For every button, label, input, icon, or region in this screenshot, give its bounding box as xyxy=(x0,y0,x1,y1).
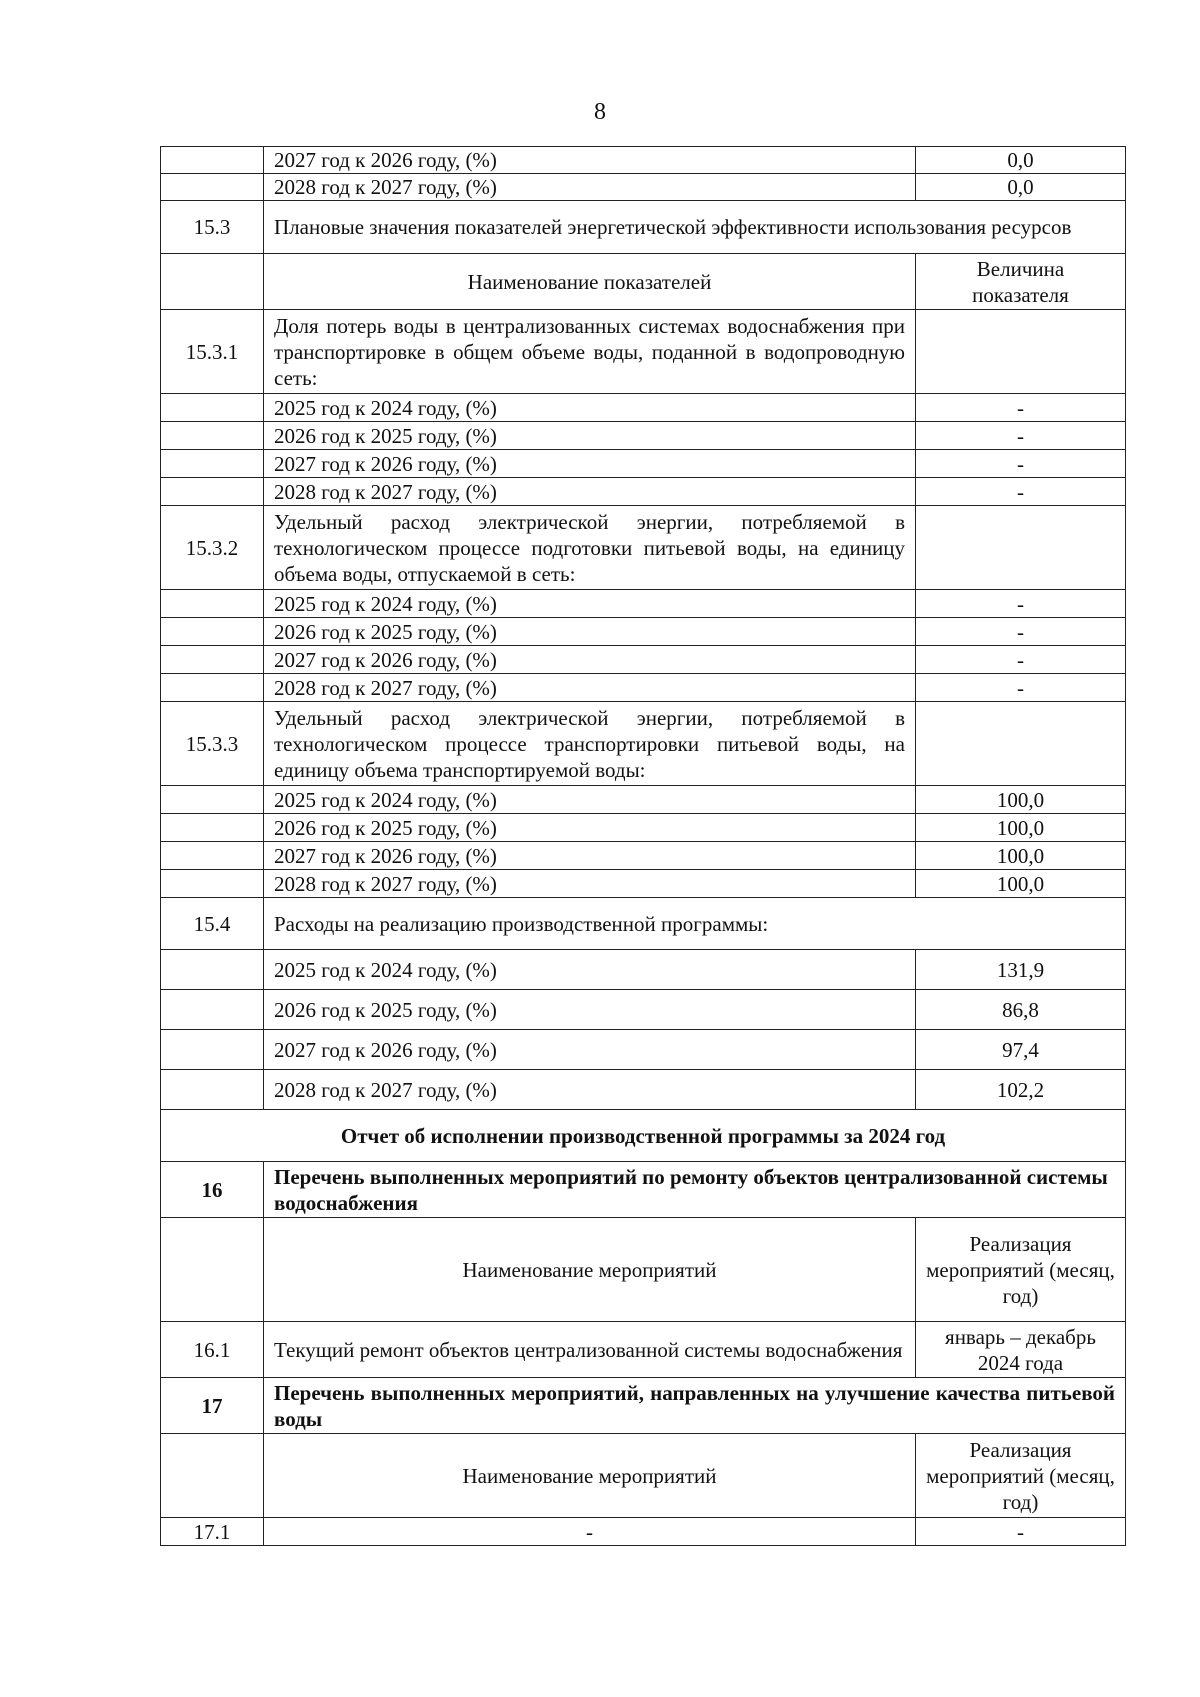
column-header-value: Величина показателя xyxy=(916,254,1126,310)
table-row xyxy=(161,1070,1126,1110)
row-value xyxy=(916,506,1126,590)
table-row xyxy=(161,674,1126,702)
row-value xyxy=(916,702,1126,786)
table-header-row xyxy=(161,1434,1126,1518)
row-number xyxy=(161,254,264,310)
table-row xyxy=(161,990,1126,1030)
row-number: 16.1 xyxy=(161,1322,264,1378)
column-header-value: Реализация мероприятий (месяц, год) xyxy=(916,1434,1126,1518)
row-label: 2027 год к 2026 году, (%) xyxy=(264,646,916,674)
row-value: - xyxy=(916,422,1126,450)
row-number: 15.3.1 xyxy=(161,310,264,394)
row-number xyxy=(161,1070,264,1110)
row-number: 15.3.3 xyxy=(161,702,264,786)
table-row-indicator xyxy=(161,310,1126,394)
row-value: 86,8 xyxy=(916,990,1126,1030)
row-value: - xyxy=(916,590,1126,618)
row-label: 2027 год к 2026 году, (%) xyxy=(264,1030,916,1070)
row-label: 2025 год к 2024 году, (%) xyxy=(264,394,916,422)
row-label: 2028 год к 2027 году, (%) xyxy=(264,1070,916,1110)
row-label: 2026 год к 2025 году, (%) xyxy=(264,990,916,1030)
row-number xyxy=(161,990,264,1030)
row-value xyxy=(916,310,1126,394)
row-number xyxy=(161,1030,264,1070)
row-number xyxy=(161,394,264,422)
row-value: - xyxy=(916,646,1126,674)
row-label: 2028 год к 2027 году, (%) xyxy=(264,174,916,201)
table-row xyxy=(161,478,1126,506)
row-label: 2027 год к 2026 году, (%) xyxy=(264,842,916,870)
row-value: 0,0 xyxy=(916,147,1126,174)
row-label: Удельный расход электрической энергии, потребляемой в технологическом процессе подготовки питьевой воды, на единицу объема воды, отпускаемой в сеть: xyxy=(264,506,916,590)
row-label: 2028 год к 2027 году, (%) xyxy=(264,870,916,898)
report-title-row xyxy=(161,1110,1126,1162)
table-row-indicator xyxy=(161,702,1126,786)
table-row xyxy=(161,814,1126,842)
row-label: 2027 год к 2026 году, (%) xyxy=(264,450,916,478)
section-title: Расходы на реализацию производственной программы: xyxy=(264,898,1126,950)
table-row-section xyxy=(161,898,1126,950)
row-value: 102,2 xyxy=(916,1070,1126,1110)
table-row xyxy=(161,618,1126,646)
row-number xyxy=(161,1434,264,1518)
table-row xyxy=(161,842,1126,870)
row-label: 2028 год к 2027 году, (%) xyxy=(264,478,916,506)
table-row xyxy=(161,1518,1126,1546)
row-value: - xyxy=(916,450,1126,478)
row-number xyxy=(161,450,264,478)
table-row xyxy=(161,786,1126,814)
section-title: Плановые значения показателей энергетической эффективности использования ресурсов xyxy=(264,201,1126,254)
row-value: 0,0 xyxy=(916,174,1126,201)
row-number xyxy=(161,618,264,646)
row-value: - xyxy=(916,478,1126,506)
row-value: 100,0 xyxy=(916,842,1126,870)
row-number xyxy=(161,646,264,674)
row-label: 2025 год к 2024 году, (%) xyxy=(264,786,916,814)
table-row-section xyxy=(161,1378,1126,1434)
table-row xyxy=(161,870,1126,898)
row-number xyxy=(161,786,264,814)
row-value: - xyxy=(916,618,1126,646)
row-label: Удельный расход электрической энергии, потребляемой в технологическом процессе транспортировки питьевой воды, на единицу объема транспортируемой воды: xyxy=(264,702,916,786)
row-label: 2025 год к 2024 году, (%) xyxy=(264,590,916,618)
row-label: Доля потерь воды в централизованных системах водоснабжения при транспортировке в общем объеме воды, поданной в водопроводную сеть: xyxy=(264,310,916,394)
section-title: Перечень выполненных мероприятий по ремонту объектов централизованной системы водоснабжения xyxy=(264,1162,1126,1218)
row-label: 2027 год к 2026 году, (%) xyxy=(264,147,916,174)
table-header-row xyxy=(161,1218,1126,1322)
table-header-row xyxy=(161,254,1126,310)
row-label: 2026 год к 2025 году, (%) xyxy=(264,422,916,450)
row-number xyxy=(161,147,264,174)
row-number: 15.4 xyxy=(161,898,264,950)
row-number xyxy=(161,422,264,450)
row-label: 2026 год к 2025 году, (%) xyxy=(264,618,916,646)
row-number xyxy=(161,674,264,702)
table-row xyxy=(161,1322,1126,1378)
indicators-table xyxy=(160,146,1126,1546)
row-label: 2028 год к 2027 году, (%) xyxy=(264,674,916,702)
row-number: 15.3 xyxy=(161,201,264,254)
row-number xyxy=(161,842,264,870)
table-row xyxy=(161,590,1126,618)
row-label: - xyxy=(264,1518,916,1546)
table-row xyxy=(161,646,1126,674)
row-value: 97,4 xyxy=(916,1030,1126,1070)
row-number xyxy=(161,870,264,898)
report-title: Отчет об исполнении производственной программы за 2024 год xyxy=(161,1110,1126,1162)
row-number: 15.3.2 xyxy=(161,506,264,590)
table-row-section xyxy=(161,1162,1126,1218)
page-number: 8 xyxy=(594,99,606,125)
row-number xyxy=(161,1218,264,1322)
row-label: 2026 год к 2025 году, (%) xyxy=(264,814,916,842)
section-title: Перечень выполненных мероприятий, направленных на улучшение качества питьевой воды xyxy=(264,1378,1126,1434)
row-value: 100,0 xyxy=(916,814,1126,842)
row-value: 131,9 xyxy=(916,950,1126,990)
row-value: 100,0 xyxy=(916,786,1126,814)
column-header-name: Наименование мероприятий xyxy=(264,1218,916,1322)
table-row xyxy=(161,1030,1126,1070)
table-row xyxy=(161,450,1126,478)
row-number xyxy=(161,814,264,842)
table-row xyxy=(161,394,1126,422)
column-header-name: Наименование мероприятий xyxy=(264,1434,916,1518)
table-row-indicator xyxy=(161,506,1126,590)
row-value: - xyxy=(916,394,1126,422)
table-row xyxy=(161,147,1126,174)
table-row xyxy=(161,422,1126,450)
row-number xyxy=(161,950,264,990)
row-number: 16 xyxy=(161,1162,264,1218)
row-number: 17 xyxy=(161,1378,264,1434)
table-row xyxy=(161,174,1126,201)
row-number: 17.1 xyxy=(161,1518,264,1546)
row-value: - xyxy=(916,674,1126,702)
row-label: Текущий ремонт объектов централизованной системы водоснабжения xyxy=(264,1322,916,1378)
row-label: 2025 год к 2024 году, (%) xyxy=(264,950,916,990)
table-row-section xyxy=(161,201,1126,254)
column-header-value: Реализация мероприятий (месяц, год) xyxy=(916,1218,1126,1322)
row-number xyxy=(161,590,264,618)
row-value: - xyxy=(916,1518,1126,1546)
row-number xyxy=(161,478,264,506)
row-value: 100,0 xyxy=(916,870,1126,898)
table-row xyxy=(161,950,1126,990)
row-value: январь – декабрь 2024 года xyxy=(916,1322,1126,1378)
column-header-name: Наименование показателей xyxy=(264,254,916,310)
row-number xyxy=(161,174,264,201)
